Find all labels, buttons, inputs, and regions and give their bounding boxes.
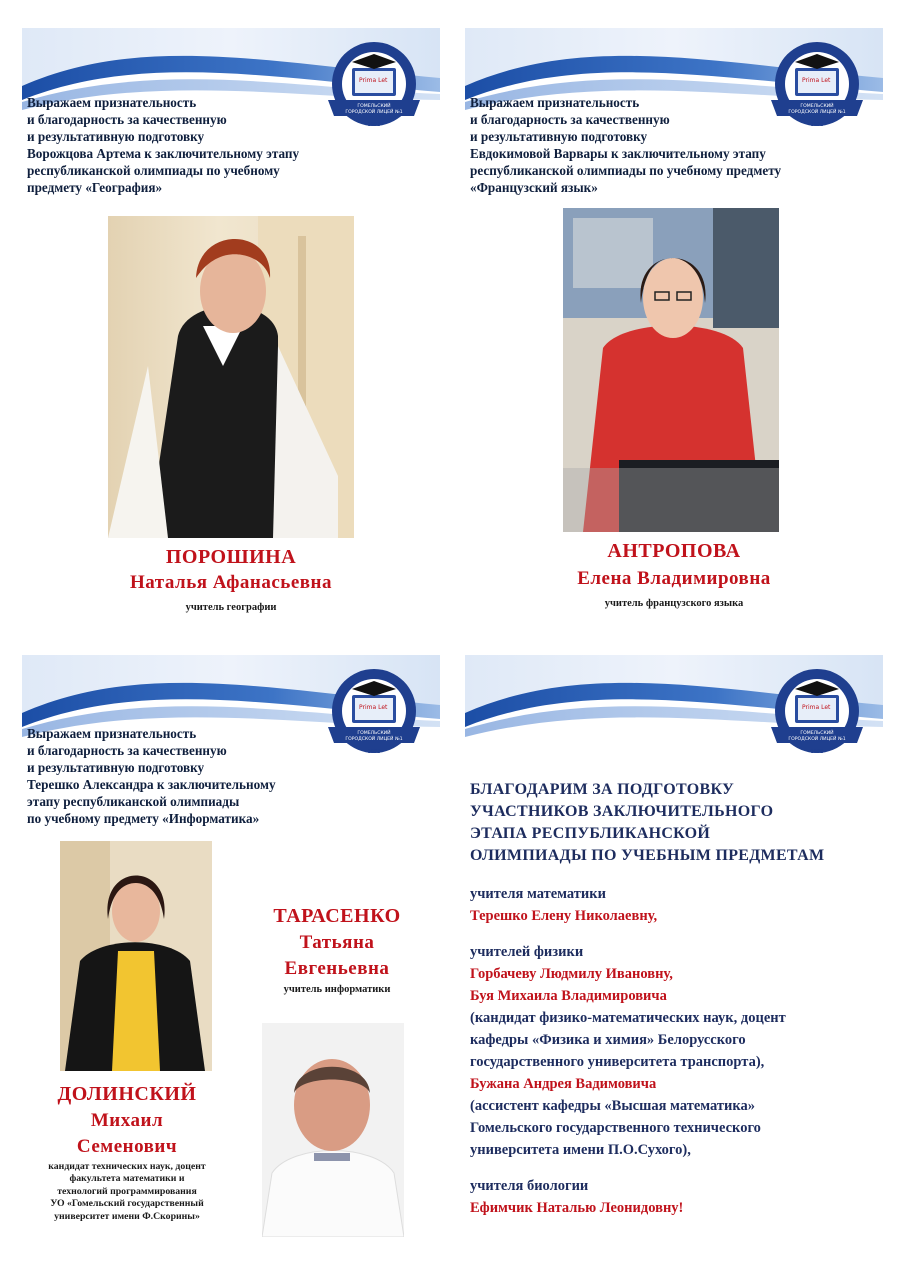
svg-text:ГОМЕЛЬСКИЙ: ГОМЕЛЬСКИЙ — [800, 731, 834, 736]
teacher-surname: ПОРОШИНА — [165, 546, 297, 568]
thanks-text: Выражаем признательность и благодарность за качественную и результативную подготовку Ворожцова Артема к заключительному этапу республиканской олимпиады по учебному предмету «География» — [27, 95, 300, 195]
svg-text:ГОМЕЛЬСКИЙ: ГОМЕЛЬСКИЙ — [357, 104, 391, 109]
physics-teacher-3-desc: (ассистент кафедры «Высшая математика» Гомельского государственного технического университета имени П.О.Сухого), — [470, 1098, 761, 1158]
teacher-patronymic-tarasenko: Евгеньевна — [284, 958, 390, 979]
svg-text:1992: 1992 — [367, 122, 381, 128]
teacher-given-name-tarasenko: Татьяна — [299, 932, 375, 953]
panel-geography — [22, 28, 440, 628]
teacher-surname-tarasenko: ТАРАСЕНКО — [273, 905, 401, 927]
teacher-surname-dolinsky: ДОЛИНСКИЙ — [57, 1083, 197, 1105]
svg-text:Prima Let: Prima Let — [802, 704, 831, 711]
svg-text:ГОРОДСКОЙ ЛИЦЕЙ №1: ГОРОДСКОЙ ЛИЦЕЙ №1 — [788, 110, 846, 115]
panel-acknowledgements — [465, 655, 883, 1255]
svg-text:Prima Let: Prima Let — [802, 77, 831, 84]
teacher-photo — [108, 216, 354, 538]
physics-teacher-3: Бужана Андрея Вадимовича — [470, 1076, 657, 1092]
teacher-role: учитель французского языка — [604, 598, 744, 609]
acknowledgement-list — [470, 883, 882, 1219]
physics-teacher-1: Горбачеву Людмилу Ивановну, — [470, 966, 673, 982]
math-teacher: Терешко Елену Николаевну, — [470, 908, 658, 924]
svg-text:1992: 1992 — [810, 122, 824, 128]
biology-teacher: Ефимчик Наталью Леонидовну! — [470, 1200, 684, 1216]
teacher-surname: АНТРОПОВА — [607, 540, 741, 562]
svg-text:Prima Let: Prima Let — [359, 77, 388, 84]
panel-french — [465, 28, 883, 628]
lyceum-logo — [765, 665, 869, 761]
svg-text:ГОРОДСКОЙ ЛИЦЕЙ №1: ГОРОДСКОЙ ЛИЦЕЙ №1 — [345, 110, 403, 115]
thanks-text: Выражаем признательность и благодарность за качественную и результативную подготовку Терешко Александра к заключительному этапу республиканской олимпиады по учебному предмету «Информатика» — [27, 726, 276, 826]
teacher-photo-dolinsky — [262, 1023, 404, 1237]
panel-informatics — [22, 655, 440, 1255]
teacher-photo-tarasenko — [60, 841, 212, 1071]
lyceum-logo — [322, 665, 426, 761]
teacher-role: учитель географии — [185, 602, 277, 613]
math-label: учителя математики — [470, 886, 606, 902]
svg-text:1992: 1992 — [367, 749, 381, 755]
teacher-given-name-dolinsky: Михаил — [90, 1110, 164, 1131]
biology-label: учителя биологии — [470, 1178, 589, 1194]
physics-teacher-2: Буя Михаила Владимировича — [470, 988, 667, 1004]
svg-text:1992: 1992 — [810, 749, 824, 755]
teacher-given-name: Елена Владимировна — [577, 568, 771, 589]
teacher-photo — [563, 208, 779, 532]
svg-text:ГОМЕЛЬСКИЙ: ГОМЕЛЬСКИЙ — [357, 731, 391, 736]
teacher-given-name: Наталья Афанасьевна — [130, 572, 332, 593]
physics-label: учителей физики — [470, 944, 584, 960]
teacher-patronymic-dolinsky: Семенович — [76, 1136, 178, 1157]
lyceum-logo — [322, 38, 426, 134]
svg-text:ГОРОДСКОЙ ЛИЦЕЙ №1: ГОРОДСКОЙ ЛИЦЕЙ №1 — [345, 737, 403, 742]
svg-text:Prima Let: Prima Let — [359, 704, 388, 711]
acknowledgement-heading: БЛАГОДАРИМ ЗА ПОДГОТОВКУ УЧАСТНИКОВ ЗАКЛЮЧИТЕЛЬНОГО ЭТАПА РЕСПУБЛИКАНСКОЙ ОЛИМПИАДЫ ПО УЧЕБНЫМ ПРЕДМЕТАМ — [470, 781, 825, 864]
thanks-text: Выражаем признательность и благодарность за качественную и результативную подготовку Евдокимовой Варвары к заключительному этапу республиканской олимпиады по учебному предмету «Французский язык» — [470, 95, 782, 195]
teacher-role-dolinsky: кандидат технических наук, доцент факультета математики и технологий программирования УО «Гомельский государственный университет имени Ф.Скорины» — [48, 1161, 206, 1222]
physics-teacher-2-desc: (кандидат физико-математических наук, доцент кафедры «Физика и химия» Белорусского государственного университета транспорта), — [470, 1010, 786, 1070]
teacher-role-tarasenko: учитель информатики — [283, 984, 391, 995]
svg-text:ГОРОДСКОЙ ЛИЦЕЙ №1: ГОРОДСКОЙ ЛИЦЕЙ №1 — [788, 737, 846, 742]
svg-text:ГОМЕЛЬСКИЙ: ГОМЕЛЬСКИЙ — [800, 104, 834, 109]
